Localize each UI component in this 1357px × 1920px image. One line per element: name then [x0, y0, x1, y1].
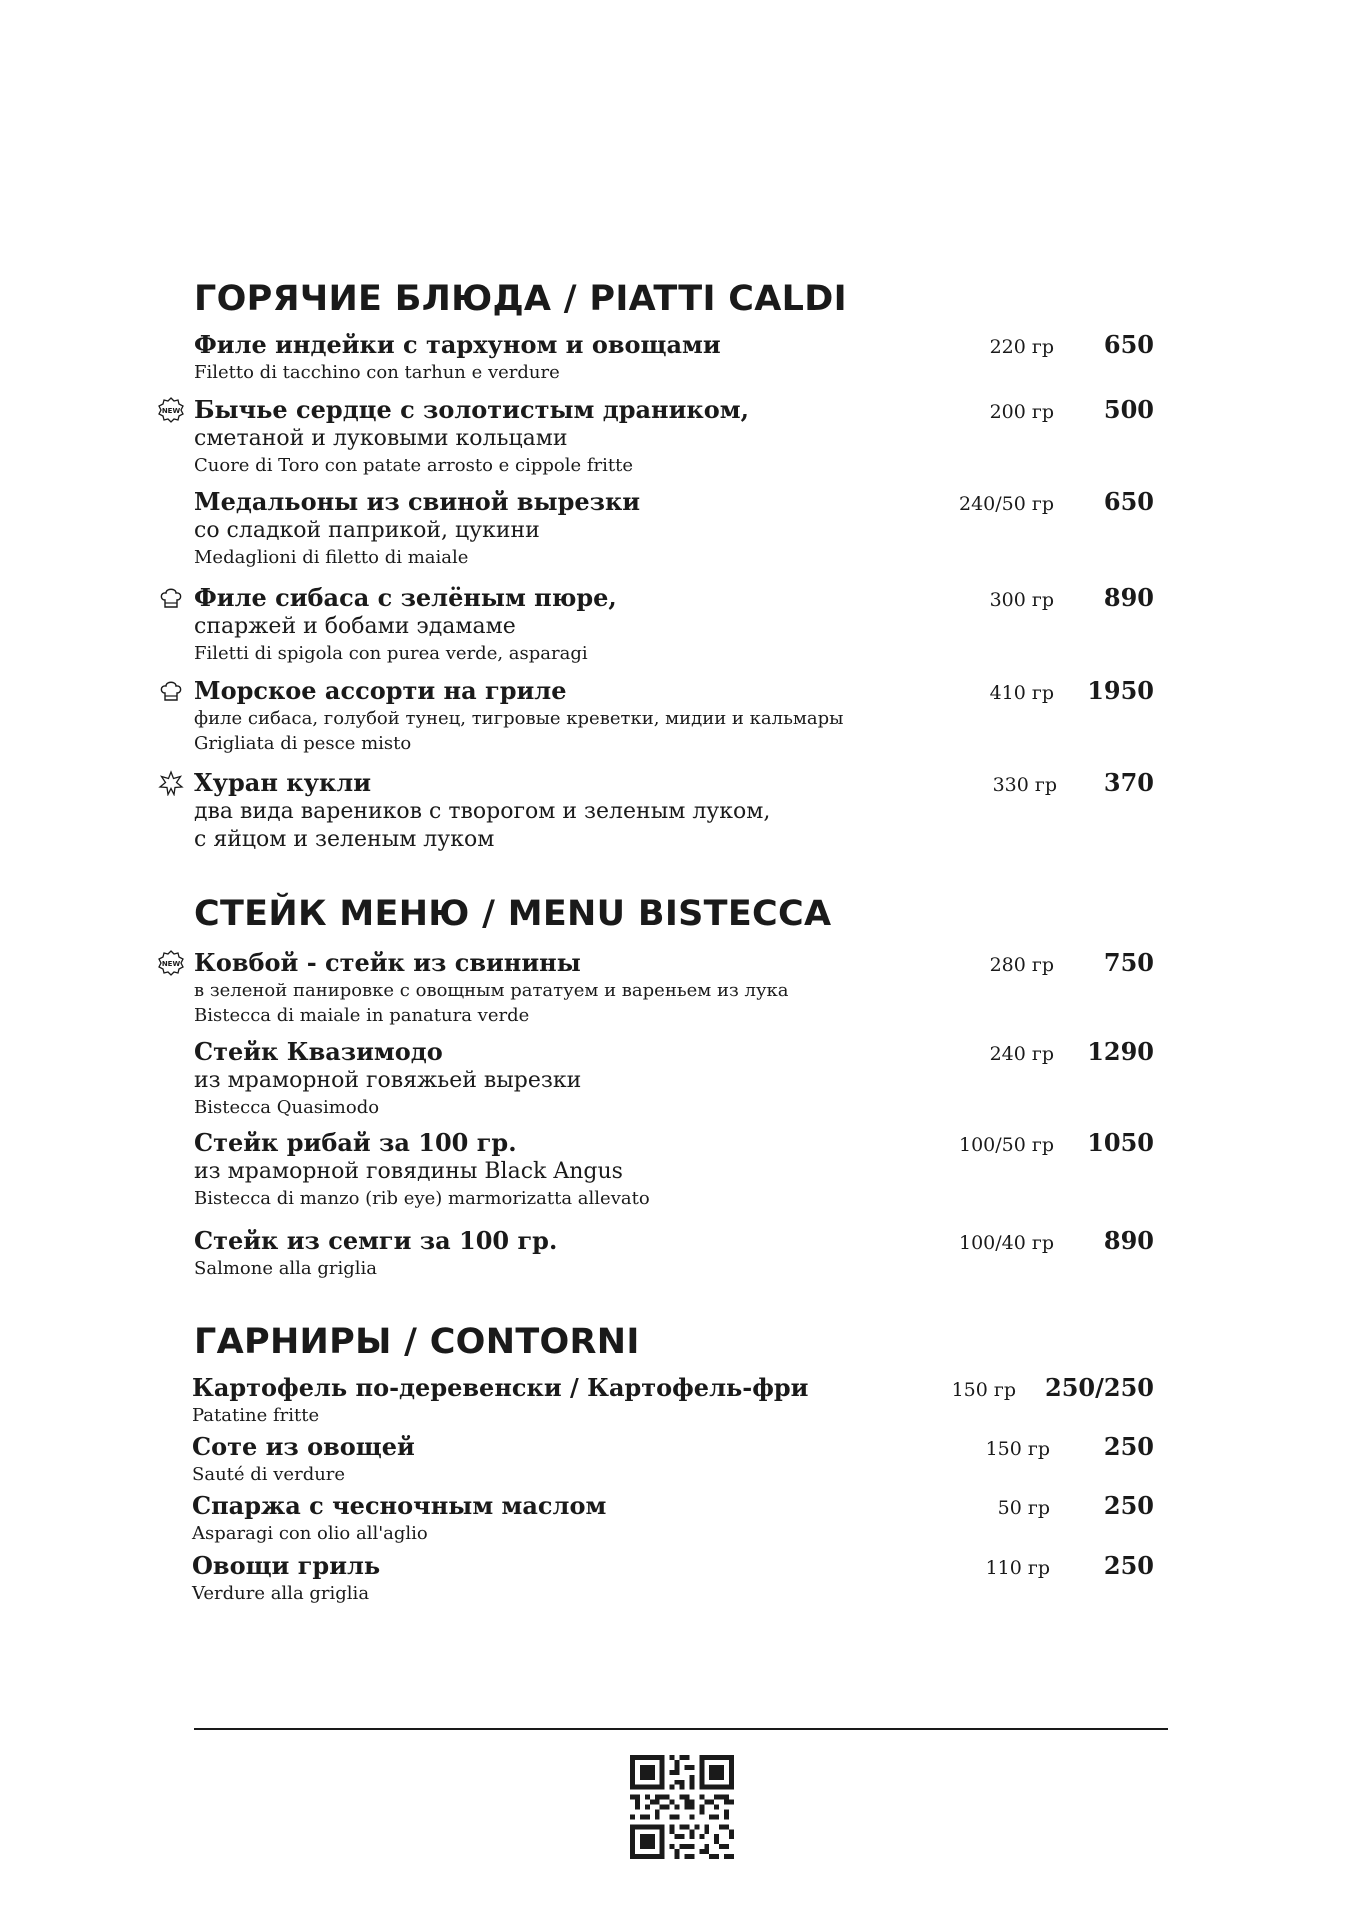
item-weight: 50 гр: [997, 1497, 1050, 1519]
footer-divider: [194, 1728, 1168, 1730]
item-name: Филе сибаса с зелёным пюре,: [194, 583, 617, 612]
new-badge-icon: [158, 950, 184, 976]
svg-text:NEW: NEW: [161, 407, 181, 415]
item-price: 650: [1103, 330, 1154, 359]
item-weight: 110 гр: [985, 1557, 1050, 1579]
item-name: Филе индейки с тархуном и овощами: [194, 330, 721, 359]
item-description: сметаной и луковыми кольцами: [194, 426, 568, 451]
item-italian: Patatine fritte: [192, 1405, 320, 1426]
item-price: 750: [1103, 948, 1154, 977]
item-weight: 150 гр: [985, 1438, 1050, 1460]
menu-item: [194, 1037, 1154, 1120]
item-name: Стейк рибай за 100 гр.: [194, 1128, 517, 1157]
chef-hat-icon: [158, 585, 184, 611]
item-description: из мраморной говяжьей вырезки: [194, 1068, 582, 1093]
item-weight: 240 гр: [989, 1043, 1054, 1065]
item-name: Соте из овощей: [192, 1432, 415, 1461]
item-italian: Bistecca Quasimodo: [194, 1097, 380, 1118]
item-italian: Asparagi con olio all'aglio: [192, 1523, 428, 1544]
item-italian: Filetto di tacchino con tarhun e verdure: [194, 362, 560, 383]
item-name: Спаржа с чесночным маслом: [192, 1491, 607, 1520]
item-price: 250: [1103, 1551, 1154, 1580]
item-weight: 280 гр: [989, 954, 1054, 976]
item-description: два вида вареников с творогом и зеленым луком,: [194, 799, 771, 824]
item-price: 370: [1103, 768, 1154, 797]
section-title-hot-dishes: ГОРЯЧИЕ БЛЮДА / PIATTI CALDI: [194, 279, 847, 319]
item-price: 1290: [1087, 1037, 1154, 1066]
menu-item: [194, 487, 1154, 570]
item-name: Бычье сердце с золотистым драником,: [194, 395, 749, 424]
item-weight: 330 гр: [992, 774, 1057, 796]
item-name: Картофель по-деревенски / Картофель-фри: [192, 1373, 809, 1402]
chef-hat-icon: [158, 678, 184, 704]
menu-item: [194, 330, 1154, 385]
item-price: 890: [1103, 1226, 1154, 1255]
item-italian: Bistecca di manzo (rib eye) marmorizatta allevato: [194, 1188, 650, 1209]
item-weight: 240/50 гр: [959, 493, 1054, 515]
item-description: в зеленой панировке с овощным рататуем и вареньем из лука: [194, 980, 789, 1001]
item-description: со сладкой паприкой, цукини: [194, 518, 540, 543]
item-name: Стейк из семги за 100 гр.: [194, 1226, 558, 1255]
item-italian: Bistecca di maiale in panatura verde: [194, 1005, 530, 1026]
item-italian: Filetti di spigola con purea verde, asparagi: [194, 643, 588, 664]
item-italian: Cuore di Toro con patate arrosto e cippole fritte: [194, 455, 634, 476]
menu-item: [192, 1432, 1152, 1487]
item-price: 1950: [1087, 676, 1154, 705]
star-icon: [158, 770, 184, 796]
item-name: Овощи гриль: [192, 1551, 381, 1580]
svg-text:NEW: NEW: [161, 960, 181, 968]
item-price: 250: [1103, 1491, 1154, 1520]
menu-item: [194, 1128, 1154, 1211]
item-description: спаржей и бобами эдамаме: [194, 614, 516, 639]
menu-item: [194, 1226, 1154, 1281]
item-name: Стейк Квазимодо: [194, 1037, 443, 1066]
item-italian: Salmone alla griglia: [194, 1258, 378, 1279]
item-description-line-2: с яйцом и зеленым луком: [194, 827, 495, 852]
item-weight: 200 гр: [989, 401, 1054, 423]
new-badge-icon: [158, 397, 184, 423]
item-name: Ковбой - стейк из свинины: [194, 948, 581, 977]
item-weight: 220 гр: [989, 336, 1054, 358]
menu-item: [192, 1551, 1152, 1606]
item-italian: Sauté di verdure: [192, 1464, 346, 1485]
menu-item: [161, 948, 1154, 1028]
menu-item: [192, 1373, 1152, 1428]
menu-item: [192, 1491, 1152, 1546]
item-italian: Grigliata di pesce misto: [194, 733, 412, 754]
menu-item: [194, 583, 1154, 666]
item-name: Хуран кукли: [194, 768, 371, 797]
item-weight: 150 гр: [951, 1379, 1016, 1401]
item-name: Медальоны из свиной вырезки: [194, 487, 641, 516]
item-description: филе сибаса, голубой тунец, тигровые креветки, мидии и кальмары: [194, 708, 844, 729]
section-title-garnishes: ГАРНИРЫ / CONTORNI: [194, 1322, 640, 1362]
item-price: 890: [1103, 583, 1154, 612]
item-name: Морское ассорти на гриле: [194, 676, 567, 705]
menu-item: [161, 395, 1154, 478]
item-italian: Verdure alla griglia: [192, 1583, 370, 1604]
item-weight: 300 гр: [989, 589, 1054, 611]
menu-item: [194, 768, 1154, 854]
menu-item: [194, 676, 1154, 756]
item-price: 650: [1103, 487, 1154, 516]
item-price: 250: [1103, 1432, 1154, 1461]
qr-code-icon: [630, 1755, 734, 1859]
item-italian: Medaglioni di filetto di maiale: [194, 547, 469, 568]
item-weight: 410 гр: [989, 682, 1054, 704]
item-description: из мраморной говядины Black Angus: [194, 1159, 623, 1184]
section-title-steak-menu: СТЕЙК МЕНЮ / MENU BISTECCA: [194, 894, 832, 934]
item-weight: 100/40 гр: [959, 1232, 1054, 1254]
item-price: 250/250: [1045, 1373, 1154, 1402]
item-weight: 100/50 гр: [959, 1134, 1054, 1156]
item-price: 1050: [1087, 1128, 1154, 1157]
item-price: 500: [1103, 395, 1154, 424]
